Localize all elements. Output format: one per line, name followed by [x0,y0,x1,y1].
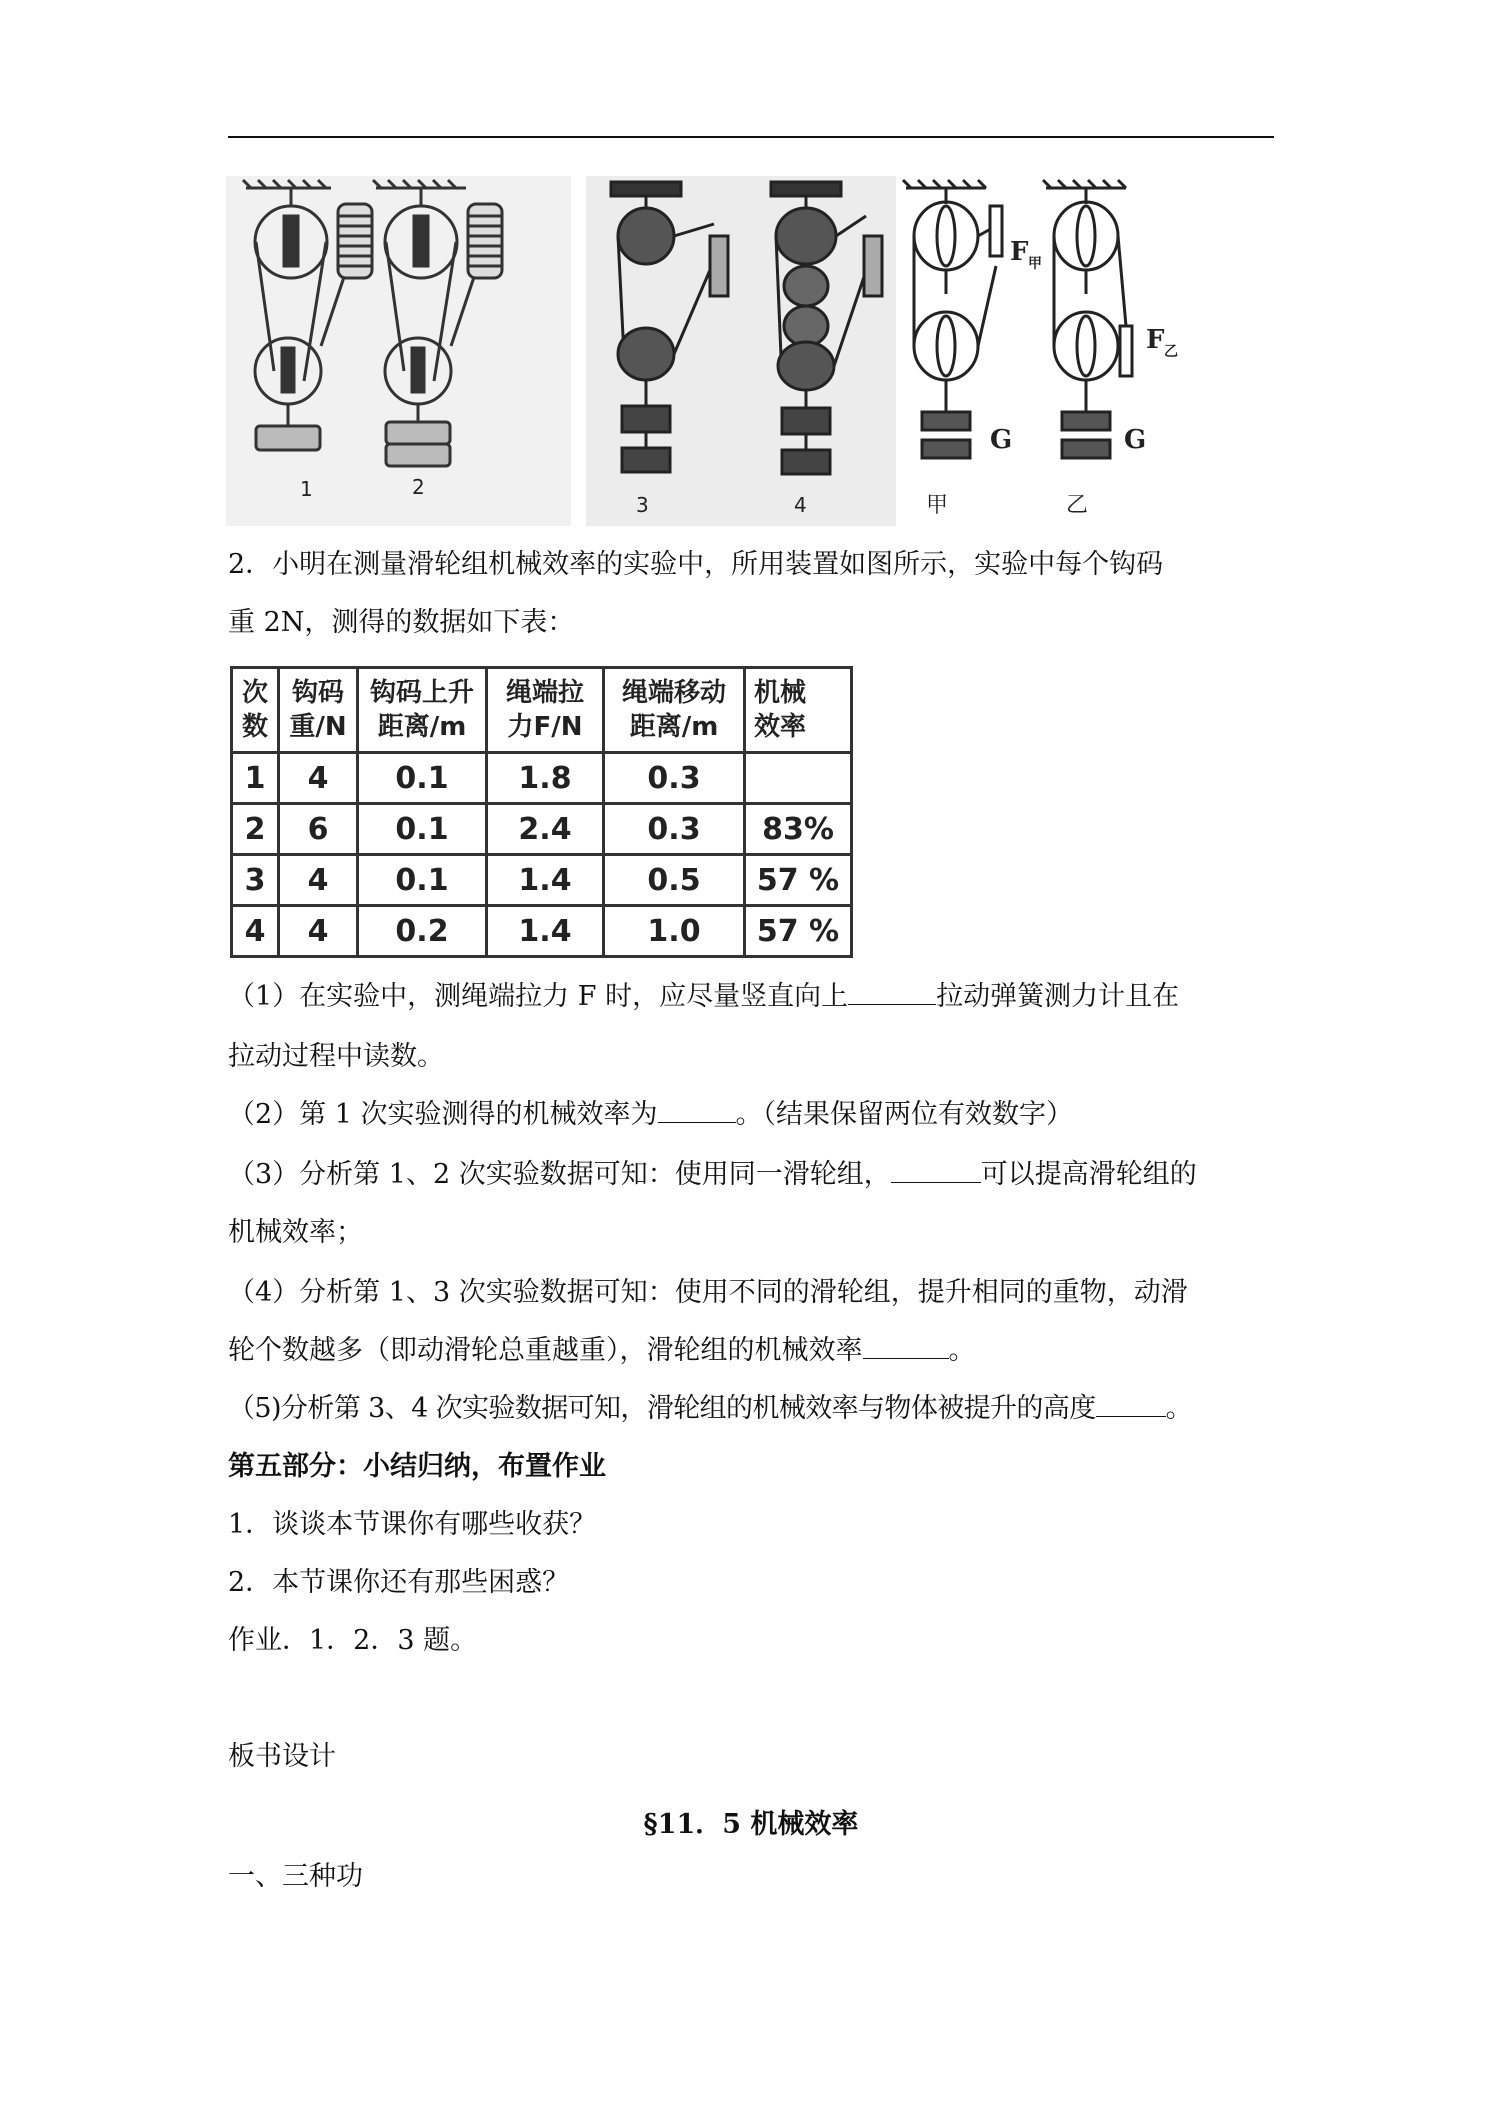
cell: 2.4 [487,804,604,855]
th-force: 绳端拉 力F/N [487,668,604,753]
cell: 1.0 [604,906,745,957]
pulley-diagram [226,176,1226,526]
cell: 57 % [745,906,852,957]
force-sub-yi: 乙 [1164,344,1178,360]
th-rope-move: 绳端移动 距离/m [604,668,745,753]
section-5-item-1: 1．谈谈本节课你有哪些收获？ [228,1509,597,1540]
th-weight: 钩码 重/N [279,668,358,753]
fig-label-2: 2 [412,475,425,499]
section-5-title: 第五部分：小结归纳，布置作业 [228,1451,606,1482]
question-1-line2: 拉动过程中读数。 [228,1041,444,1072]
question-4-line1: （4）分析第 1、3 次实验数据可知：使用不同的滑轮组，提升相同的重物，动滑 [228,1277,1188,1308]
cell: 0.1 [358,855,487,906]
force-label-jia: F [1010,237,1029,267]
fig-label-1: 1 [300,477,313,501]
cell: 83% [745,804,852,855]
q2-line2: 重 2N，测得的数据如下表： [228,607,575,638]
table-row [232,804,852,855]
answer-blank-1[interactable] [848,1004,936,1005]
cell: 0.3 [604,804,745,855]
cell: 1.4 [487,906,604,957]
table-header-row [232,668,852,753]
section-5-item-2: 2．本节课你还有那些困惑？ [228,1567,570,1598]
setup-yi [1043,180,1132,458]
cell: 0.3 [604,753,745,804]
cell: 57 % [745,855,852,906]
cell: 4 [279,906,358,957]
homework: 作业．1．2．3 题。 [228,1625,478,1656]
cell: 4 [279,855,358,906]
cell [745,753,852,804]
table-row [232,855,852,906]
q2-line1: 2．小明在测量滑轮组机械效率的实验中，所用装置如图所示，实验中每个钩码 [228,549,1164,580]
answer-blank-5[interactable] [1096,1416,1166,1417]
cell: 2 [232,804,279,855]
cell: 0.5 [604,855,745,906]
cell: 4 [279,753,358,804]
fig-label-jia: 甲 [926,493,949,518]
data-table [230,666,853,958]
question-1-line1: （1）在实验中，测绳端拉力 F 时，应尽量竖直向上 拉动弹簧测力计且在 [228,981,1180,1012]
cell: 6 [279,804,358,855]
panel-1-2-bg [226,176,571,526]
fig-label-4: 4 [794,493,807,517]
table-row [232,753,852,804]
header-rule [228,136,1274,138]
cell: 0.1 [358,804,487,855]
setup-jia [903,180,1002,458]
force-sub-jia: 甲 [1028,256,1042,272]
answer-blank-2[interactable] [658,1122,736,1123]
question-3-line1: （3）分析第 1、2 次实验数据可知：使用同一滑轮组， 可以提高滑轮组的 [228,1159,1197,1190]
answer-blank-3[interactable] [891,1182,981,1183]
table-row [232,906,852,957]
cell: 0.2 [358,906,487,957]
th-rise: 钩码上升 距离/m [358,668,487,753]
th-trial: 次 数 [232,668,279,753]
weight-label-jia: G [990,425,1013,455]
board-title: §11．5 机械效率 [643,1809,859,1840]
weight-label-yi: G [1124,425,1147,455]
cell: 3 [232,855,279,906]
th-efficiency: 机械 效率 [745,668,852,753]
cell: 4 [232,906,279,957]
fig-label-yi: 乙 [1066,493,1089,518]
answer-blank-4[interactable] [863,1358,949,1359]
cell: 1 [232,753,279,804]
pulley-figures [226,176,1226,526]
cell: 1.4 [487,855,604,906]
cell: 1.8 [487,753,604,804]
fig-label-3: 3 [636,493,649,517]
force-label-yi: F [1146,325,1165,355]
question-3-line2: 机械效率； [228,1217,363,1248]
question-4-line2: 轮个数越多（即动滑轮总重越重），滑轮组的机械效率 。 [228,1335,976,1366]
board-design-label: 板书设计 [228,1741,336,1772]
cell: 0.1 [358,753,487,804]
question-5: （5)分析第 3、4 次实验数据可知，滑轮组的机械效率与物体被提升的高度 。 [228,1393,1193,1424]
board-item-1: 一、三种功 [228,1861,363,1892]
question-2: （2）第 1 次实验测得的机械效率为 。（结果保留两位有效数字） [228,1099,1074,1130]
